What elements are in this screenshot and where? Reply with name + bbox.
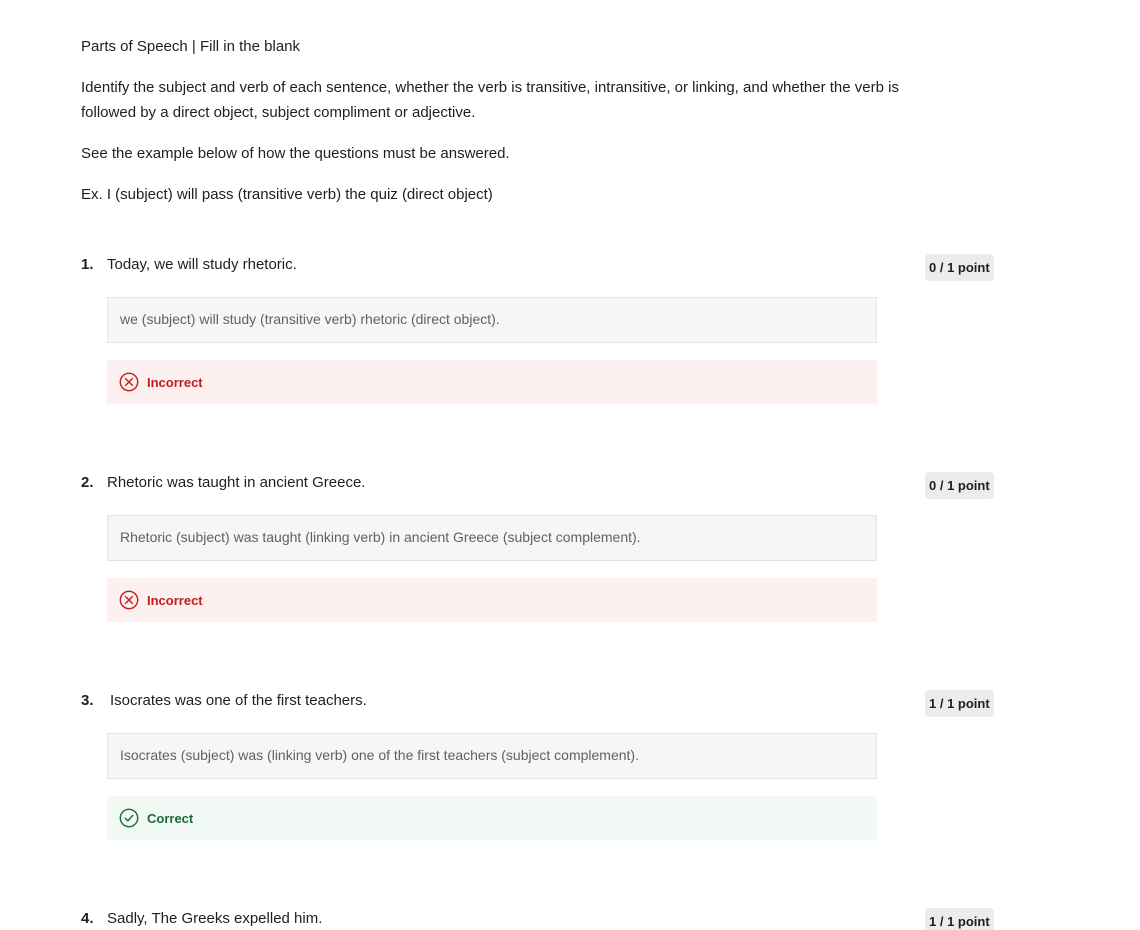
feedback-label: Incorrect: [147, 592, 203, 608]
question-prompt: Sadly, The Greeks expelled him.: [107, 910, 323, 927]
question-header: [81, 688, 1001, 718]
example-intro-text: See the example below of how the questions must be answered.: [81, 145, 510, 162]
feedback-incorrect: [107, 578, 877, 622]
question-number: 1.: [81, 256, 94, 273]
answer-field[interactable]: we (subject) will study (transitive verb) rhetoric (direct object).: [107, 297, 877, 343]
quiz-instructions: [81, 34, 941, 207]
points-badge: 0 / 1 point: [925, 472, 994, 499]
answer-field[interactable]: Isocrates (subject) was (linking verb) one of the first teachers (subject complement).: [107, 733, 877, 779]
quiz-title: Parts of Speech | Fill in the blank: [81, 38, 301, 55]
question-number: 2.: [81, 474, 94, 491]
instructions-text: Identify the subject and verb of each sentence, whether the verb is transitive, intransitive, or linking, and whether the verb is followed by a direct object, subject compliment or adjective.: [81, 79, 899, 121]
question-number: 4.: [81, 910, 94, 927]
question-1: [81, 252, 1001, 390]
question-header: [81, 906, 1001, 930]
answer-field[interactable]: Rhetoric (subject) was taught (linking verb) in ancient Greece (subject complement).: [107, 515, 877, 561]
feedback-label: Incorrect: [147, 374, 203, 390]
x-circle-icon: [119, 590, 139, 610]
check-circle-icon: [119, 808, 139, 828]
feedback-incorrect: [107, 360, 877, 404]
question-prompt: Isocrates was one of the first teachers.: [110, 692, 367, 709]
question-header: [81, 470, 1001, 500]
points-badge: 0 / 1 point: [925, 254, 994, 281]
points-badge: 1 / 1 point: [925, 908, 994, 930]
x-circle-icon: [119, 372, 139, 392]
feedback-correct: [107, 796, 877, 840]
question-number: 3.: [81, 692, 94, 709]
question-2: [81, 470, 1001, 608]
question-prompt: Rhetoric was taught in ancient Greece.: [107, 474, 366, 491]
example-text: Ex. I (subject) will pass (transitive verb) the quiz (direct object): [81, 186, 493, 203]
question-4: [81, 906, 1001, 930]
feedback-label: Correct: [147, 810, 194, 826]
points-badge: 1 / 1 point: [925, 690, 994, 717]
question-header: [81, 252, 1001, 282]
question-prompt: Today, we will study rhetoric.: [107, 256, 297, 273]
question-3: [81, 688, 1001, 826]
